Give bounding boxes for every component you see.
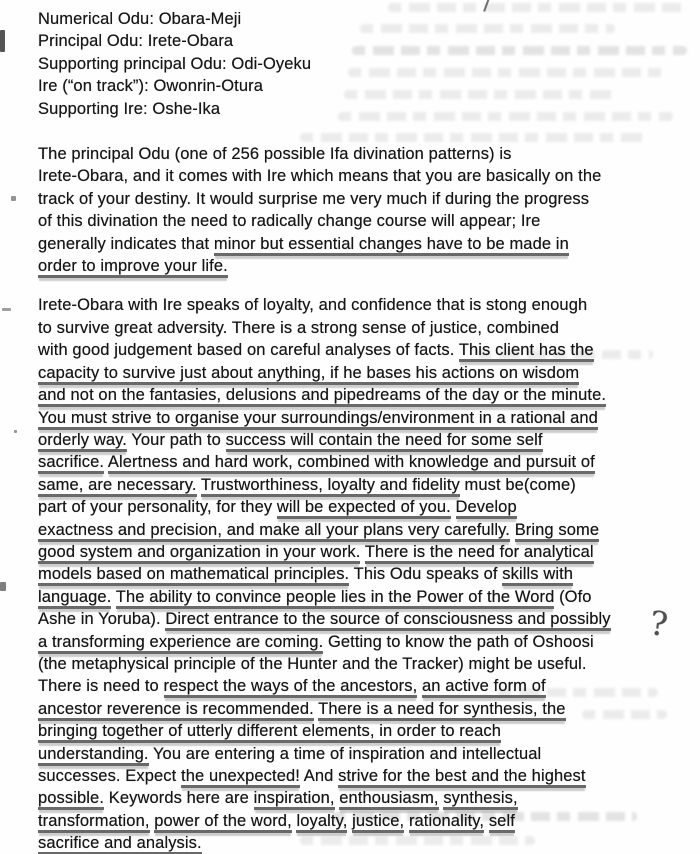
text-segment: You are entering a time of inspiration and intellectual (148, 744, 542, 763)
text-line (38, 541, 663, 563)
text-segment: generally indicates that (38, 234, 214, 253)
underlined-text-segment: Alertness and hard work, combined with knowledge and pursuit of (108, 453, 595, 474)
underlined-text-segment: respect the ways of the ancestors, (164, 677, 418, 698)
paragraph-2 (38, 294, 663, 854)
text-line (38, 339, 663, 361)
underlined-text-segment: a transforming experience are coming. (38, 633, 323, 654)
underlined-text-segment: power of the word, (154, 812, 292, 833)
underlined-text-segment: transformation, (38, 812, 150, 833)
underlined-text-segment: same, are necessary. (38, 476, 197, 497)
text-line (38, 210, 663, 232)
text-line (38, 787, 663, 809)
text-segment: must be(come) (459, 475, 576, 494)
underlined-text-segment: sacrifice and analysis. (38, 834, 202, 854)
text-line (38, 631, 663, 653)
text-segment: Ire (“on track”): Owonrin-Otura (38, 77, 263, 96)
underlined-text-segment: There is the need for analytical (365, 543, 594, 564)
underlined-text-segment: possible. (38, 789, 104, 810)
text-line (38, 429, 663, 451)
text-line (38, 294, 663, 316)
text-segment: The principal Odu (one of 256 possible Ifa divination patterns) is (38, 145, 512, 164)
text-segment: with good judgement based on careful analyses of facts. (38, 341, 459, 360)
text-line (38, 765, 663, 787)
text-segment: Keywords here are (104, 789, 254, 808)
underlined-text-segment: enthousiasm, (339, 789, 438, 810)
text-line (38, 143, 663, 165)
text-segment: successes. Expect (38, 767, 182, 785)
text-line (38, 255, 663, 277)
scan-speck (11, 196, 16, 201)
text-line (38, 519, 663, 541)
text-line (38, 75, 663, 97)
underlined-text-segment: exactness and precision, and make all your plans very carefully. (38, 521, 510, 542)
text-line (38, 743, 663, 765)
underlined-text-segment: The ability to convince people lies in the Power of the Word (116, 588, 555, 609)
handwritten-question-mark: ? (647, 603, 671, 644)
underlined-text-segment: bringing together of utterly different elements, in order to reach (38, 722, 501, 743)
odu-header-block (38, 8, 663, 120)
document-text-column (38, 8, 663, 854)
text-segment: This Odu speaks of (349, 565, 503, 584)
text-line (38, 698, 663, 720)
text-line (38, 407, 663, 429)
text-segment: (Ofo (554, 587, 592, 606)
text-line (38, 832, 663, 854)
underlined-text-segment: capacity to survive just about anything, if he bases his actions on wisdom (38, 364, 579, 385)
text-segment: Numerical Odu: Obara-Meji (38, 10, 242, 28)
text-segment: (the metaphysical principle of the Hunter and the Tracker) might be useful. (38, 654, 587, 673)
text-line (38, 165, 663, 187)
text-line (38, 8, 663, 30)
underlined-text-segment: models based on mathematical principles. (38, 565, 349, 586)
underlined-text-segment: inspiration, (254, 789, 335, 810)
text-line (38, 317, 663, 339)
scan-speck (0, 30, 5, 52)
text-segment: Ashe in Yoruba). (38, 610, 166, 629)
underlined-text-segment: Trustworthiness, loyalty and fidelity (201, 476, 460, 497)
underlined-text-segment: understanding. (38, 745, 149, 766)
underlined-text-segment: rationality, (409, 812, 484, 833)
underlined-text-segment: will be expected of you. (277, 498, 451, 519)
text-line (38, 233, 663, 255)
underlined-text-segment: sacrifice. (38, 453, 104, 474)
text-segment: to survive great adversity. There is a strong sense of justice, combined (38, 318, 560, 337)
underlined-text-segment: the unexpected! (181, 767, 300, 788)
text-segment: Getting to know the path of Oshoosi (323, 632, 594, 651)
text-line (38, 563, 663, 585)
text-line (38, 53, 663, 75)
text-line (38, 474, 663, 496)
underlined-text-segment: orderly way. (38, 431, 127, 452)
scan-speck (14, 430, 17, 433)
text-segment (451, 498, 456, 516)
scan-speck (0, 582, 6, 591)
text-line (38, 586, 663, 608)
text-line (38, 451, 663, 473)
underlined-text-segment: There is a need for synthesis, the (318, 700, 565, 721)
text-segment: track of your destiny. It would surprise me very much if during the progress (38, 189, 590, 208)
underlined-text-segment: minor but essential changes have to be made in (214, 235, 569, 256)
text-segment: of this divination the need to radically change course will appear; Ire (38, 212, 541, 231)
underlined-text-segment: Bring some (515, 521, 599, 542)
text-segment: Your path to (126, 430, 226, 449)
underlined-text-segment: an active form of (422, 677, 546, 698)
text-segment: Irete-Obara, and it comes with Ire which means that you are basically on the (38, 167, 602, 186)
text-segment (510, 521, 515, 539)
text-line (38, 384, 663, 406)
underlined-text-segment: Develop (456, 498, 517, 519)
text-segment: Principal Odu: Irete-Obara (38, 32, 234, 51)
text-line (38, 810, 663, 832)
text-line (38, 675, 663, 697)
underlined-text-segment: language. (38, 588, 111, 609)
scan-speck (2, 308, 11, 311)
underlined-text-segment: ancestor reverence is recommended. (38, 700, 314, 721)
text-segment: Supporting principal Odu: Odi-Oyeku (38, 54, 312, 73)
underlined-text-segment: synthesis, (443, 789, 517, 810)
text-line (38, 608, 663, 630)
text-line (38, 98, 663, 120)
text-line (38, 30, 663, 52)
text-line (38, 720, 663, 742)
text-segment: There is need to (38, 677, 164, 696)
underlined-text-segment: success will contain the need for some self (226, 431, 543, 452)
text-segment: part of your personality, for they (38, 498, 277, 517)
text-segment: Supporting Ire: Oshe-Ika (38, 99, 221, 118)
underlined-text-segment: order to improve your life. (38, 257, 228, 278)
underlined-text-segment: justice, (352, 812, 404, 833)
text-segment: Irete-Obara with Ire speaks of loyalty, and confidence that is stong enough (38, 296, 588, 315)
text-line (38, 496, 663, 518)
text-line (38, 362, 663, 384)
underlined-text-segment: good system and organization in your work. (38, 543, 360, 564)
underlined-text-segment: Direct entrance to the source of consciousness and possibly (165, 610, 610, 631)
text-line (38, 653, 663, 675)
underlined-text-segment: skills with (502, 565, 573, 586)
underlined-text-segment: self (489, 812, 515, 833)
underlined-text-segment: This client has the (459, 341, 594, 362)
text-segment: And (299, 767, 339, 785)
underlined-text-segment: loyalty, (296, 812, 347, 833)
underlined-text-segment: and not on the fantasies, delusions and pipedreams of the day or the minute. (38, 386, 606, 407)
underlined-text-segment: strive for the best and the highest (338, 767, 585, 788)
paragraph-1 (38, 143, 663, 277)
text-line (38, 188, 663, 210)
underlined-text-segment: You must strive to organise your surroundings/environment in a rational and (38, 409, 598, 430)
